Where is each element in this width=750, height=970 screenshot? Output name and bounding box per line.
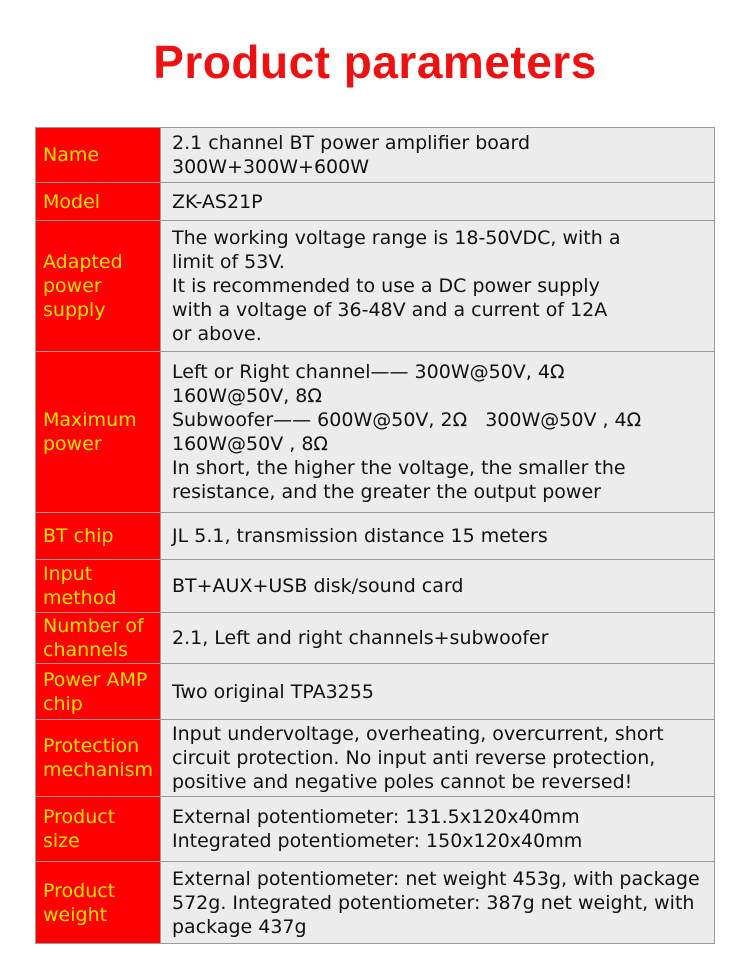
row-value-bt-chip — [161, 513, 715, 560]
value-line: External potentiometer: 131.5x120x40mm — [172, 806, 580, 828]
label-line: chip — [43, 692, 83, 715]
row-label-name — [36, 128, 161, 183]
value-line: JL 5.1, transmission distance 15 meters — [172, 525, 548, 547]
value-line: 572g. Integrated potentiometer: 387g net weight, with — [172, 891, 695, 914]
table-row — [36, 513, 715, 560]
row-label-adapted-power-supply — [36, 221, 161, 352]
value-line: with a voltage of 36-48V and a current of 12A — [172, 299, 608, 321]
row-label-protection-mechanism — [36, 720, 161, 797]
value-line: Two original TPA3255 — [172, 680, 374, 703]
value-line: Input undervoltage, overheating, overcurrent, short — [172, 723, 664, 745]
row-label-maximum-power — [36, 352, 161, 513]
row-label-model — [36, 183, 161, 221]
value-line: External potentiometer: net weight 453g, with package — [172, 867, 700, 890]
value-line: or above. — [172, 323, 262, 345]
value-line: 160W@50V , 8Ω — [172, 433, 328, 455]
product-parameters-table — [35, 127, 715, 944]
label-line: Model — [43, 190, 101, 213]
table-row — [36, 560, 715, 613]
label-line: Protection — [43, 735, 140, 757]
row-value-maximum-power — [161, 352, 715, 513]
value-line: limit of 53V. — [172, 251, 285, 273]
table-row — [36, 720, 715, 797]
value-line: resistance, and the greater the output power — [172, 481, 601, 503]
table-row — [36, 862, 715, 944]
label-line: BT chip — [43, 525, 114, 547]
label-line: power — [43, 433, 102, 455]
value-line: package 437g — [172, 915, 307, 938]
label-line: size — [43, 830, 80, 852]
row-value-power-amp-chip — [161, 664, 715, 720]
row-value-number-of-channels — [161, 613, 715, 664]
label-line: supply — [43, 299, 106, 321]
label-line: Power AMP — [43, 668, 148, 691]
table-row — [36, 797, 715, 862]
row-label-number-of-channels — [36, 613, 161, 664]
table-row — [36, 613, 715, 664]
table-row — [36, 183, 715, 221]
label-line: method — [43, 587, 117, 609]
row-value-model — [161, 183, 715, 221]
row-value-name — [161, 128, 715, 183]
label-line: Name — [43, 144, 100, 166]
row-value-protection-mechanism — [161, 720, 715, 797]
value-line: In short, the higher the voltage, the smaller the — [172, 457, 626, 479]
value-line: 2.1 channel BT power amplifier board — [172, 132, 531, 154]
table-row — [36, 221, 715, 352]
label-line: weight — [43, 903, 108, 926]
value-line: Left or Right channel—— 300W@50V, 4Ω — [172, 361, 565, 383]
value-line: 160W@50V, 8Ω — [172, 385, 322, 407]
row-value-adapted-power-supply — [161, 221, 715, 352]
value-line: 2.1, Left and right channels+subwoofer — [172, 627, 549, 649]
label-line: Adapted — [43, 251, 123, 273]
value-line: Integrated potentiometer: 150x120x40mm — [172, 830, 583, 852]
value-line: BT+AUX+USB disk/sound card — [172, 575, 464, 597]
row-label-input-method — [36, 560, 161, 613]
value-line: positive and negative poles cannot be reversed! — [172, 771, 633, 793]
table-row — [36, 128, 715, 183]
value-line: ZK-AS21P — [172, 190, 263, 213]
label-line: channels — [43, 639, 129, 661]
row-value-product-weight — [161, 862, 715, 944]
value-line: The working voltage range is 18-50VDC, with a — [172, 227, 621, 249]
row-label-bt-chip — [36, 513, 161, 560]
row-value-input-method — [161, 560, 715, 613]
page-title: Product parameters — [153, 36, 597, 88]
label-line: Number of — [43, 615, 144, 637]
value-line: 300W+300W+600W — [172, 156, 369, 178]
row-label-power-amp-chip — [36, 664, 161, 720]
table-row — [36, 352, 715, 513]
row-label-product-weight — [36, 862, 161, 944]
label-line: Input — [43, 563, 93, 585]
label-line: Maximum — [43, 409, 137, 431]
label-line: power — [43, 275, 102, 297]
value-line: It is recommended to use a DC power supply — [172, 275, 600, 297]
row-label-product-size — [36, 797, 161, 862]
label-line: Product — [43, 806, 116, 828]
label-line: Product — [43, 879, 116, 902]
value-line: Subwoofer—— 600W@50V, 2Ω 300W@50V , 4Ω — [172, 409, 642, 431]
table-row — [36, 664, 715, 720]
value-line: circuit protection. No input anti reverse protection, — [172, 747, 656, 769]
row-value-product-size — [161, 797, 715, 862]
label-line: mechanism — [43, 759, 154, 781]
